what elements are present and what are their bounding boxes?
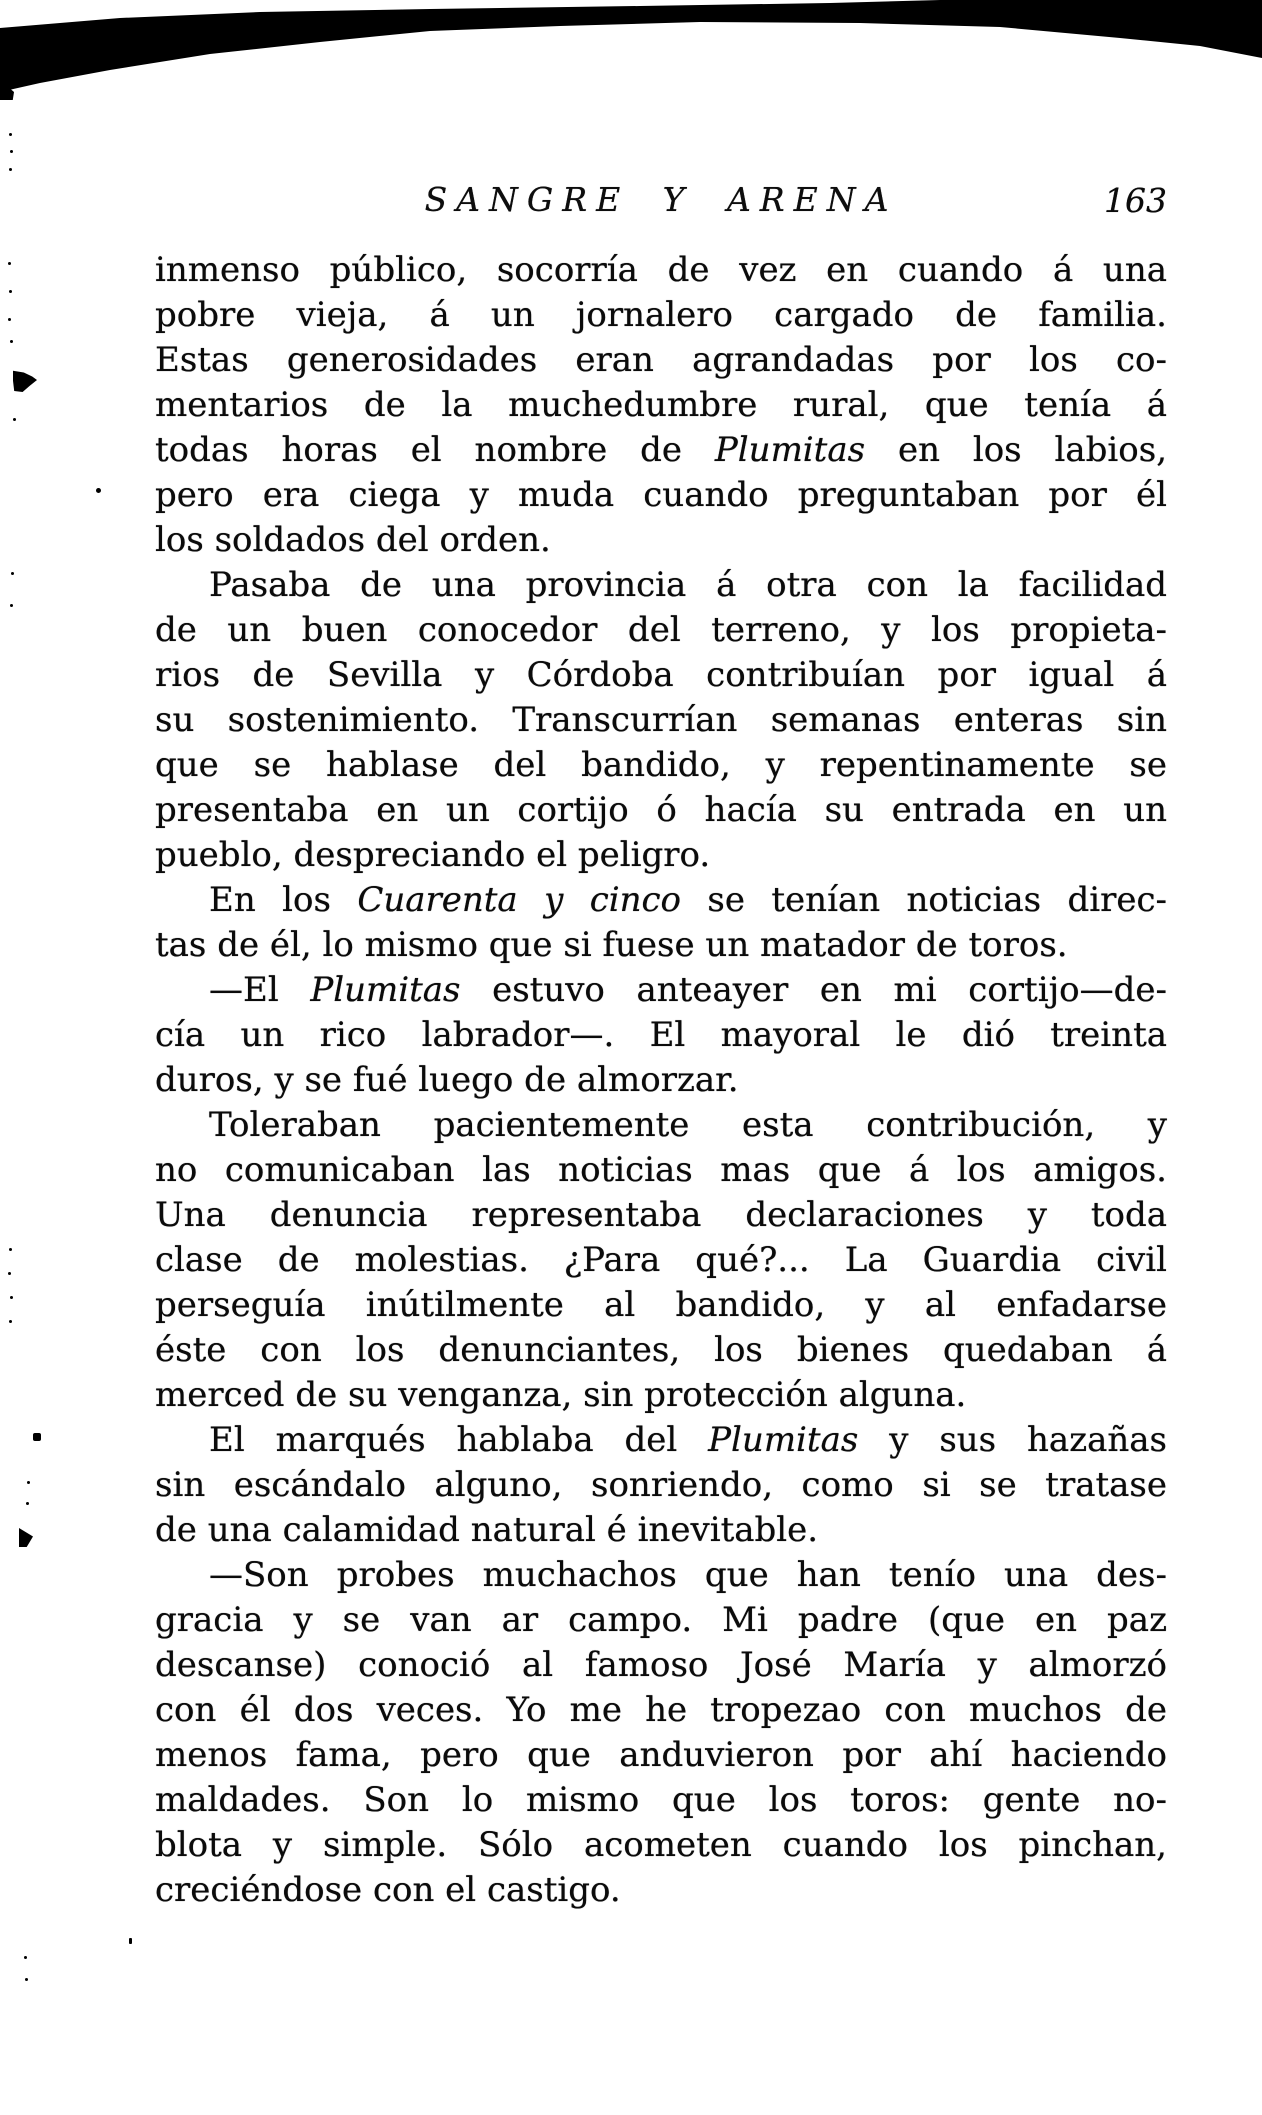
text-line bbox=[155, 1868, 1167, 1913]
text-line bbox=[155, 563, 1167, 608]
text-segment: clase de molestias. ¿Para qué?... La Guardia civil bbox=[155, 1240, 1167, 1280]
text-line bbox=[155, 518, 1167, 563]
text-segment: menos fama, pero que anduvieron por ahí haciendo bbox=[155, 1735, 1167, 1775]
running-header bbox=[155, 180, 1167, 228]
text-segment: con él dos veces. Yo me he tropezao con muchos de bbox=[155, 1690, 1167, 1730]
text-segment: su sostenimiento. Transcurrían semanas enteras sin bbox=[155, 700, 1167, 740]
text-segment: tas de él, lo mismo que si fuese un matador de toros. bbox=[155, 925, 1068, 965]
text-line bbox=[155, 1733, 1167, 1778]
text-line bbox=[155, 248, 1167, 293]
scan-speck bbox=[9, 290, 12, 293]
text-line bbox=[155, 1598, 1167, 1643]
text-segment: en los labios, bbox=[865, 430, 1167, 470]
scan-speck bbox=[25, 1978, 28, 1981]
text-line bbox=[155, 1283, 1167, 1328]
text-line bbox=[155, 833, 1167, 878]
text-line bbox=[155, 1688, 1167, 1733]
text-segment: los soldados del orden. bbox=[155, 520, 551, 560]
text-line bbox=[155, 338, 1167, 383]
page-title: SANGRE Y ARENA bbox=[424, 180, 898, 219]
scan-speck bbox=[8, 318, 11, 321]
text-line bbox=[155, 1013, 1167, 1058]
text-line bbox=[155, 1058, 1167, 1103]
text-line bbox=[155, 968, 1167, 1013]
text-line bbox=[155, 743, 1167, 788]
text-line bbox=[155, 293, 1167, 338]
text-line bbox=[155, 1373, 1167, 1418]
text-segment: descanse) conoció al famoso José María y almorzó bbox=[155, 1645, 1167, 1685]
text-segment: —Son probes muchachos que han tenío una des- bbox=[209, 1555, 1167, 1595]
text-segment: pueblo, despreciando el peligro. bbox=[155, 835, 711, 875]
text-segment: blota y simple. Sólo acometen cuando los pinchan, bbox=[155, 1825, 1167, 1865]
text-segment: inmenso público, socorría de vez en cuando á una bbox=[155, 250, 1167, 290]
text-segment: de una calamidad natural é inevitable. bbox=[155, 1510, 819, 1550]
italic-text-segment: Cuarenta y cinco bbox=[357, 880, 682, 920]
scan-speck bbox=[26, 1502, 29, 1505]
text-line bbox=[155, 878, 1167, 923]
text-line bbox=[155, 698, 1167, 743]
text-segment: estuvo anteayer en mi cortijo—de- bbox=[460, 970, 1167, 1010]
text-segment: pero era ciega y muda cuando preguntaban por él bbox=[155, 475, 1167, 515]
text-segment: Pasaba de una provincia á otra con la facilidad bbox=[209, 565, 1167, 605]
text-segment: pobre vieja, á un jornalero cargado de familia. bbox=[155, 295, 1167, 335]
text-line bbox=[155, 1463, 1167, 1508]
text-segment: no comunicaban las noticias mas que á los amigos. bbox=[155, 1150, 1167, 1190]
text-line bbox=[155, 1238, 1167, 1283]
text-segment: rios de Sevilla y Córdoba contribuían por igual á bbox=[155, 655, 1167, 695]
text-segment: cía un rico labrador—. El mayoral le dió treinta bbox=[155, 1015, 1167, 1055]
scan-speck bbox=[10, 1296, 13, 1299]
text-segment: perseguía inútilmente al bandido, y al enfadarse bbox=[155, 1285, 1167, 1325]
scan-speck bbox=[13, 418, 16, 421]
text-line bbox=[155, 1553, 1167, 1598]
scan-speck bbox=[9, 168, 12, 171]
text-segment: Toleraban pacientemente esta contribución, y bbox=[209, 1105, 1167, 1145]
page-number: 163 bbox=[1104, 181, 1167, 220]
text-line bbox=[155, 1193, 1167, 1238]
text-segment: todas horas el nombre de bbox=[155, 430, 715, 470]
text-line bbox=[155, 1778, 1167, 1823]
text-segment: Estas generosidades eran agrandadas por los co- bbox=[155, 340, 1167, 380]
italic-text-segment: Plumitas bbox=[714, 430, 866, 470]
text-line bbox=[155, 608, 1167, 653]
scan-speck bbox=[10, 340, 13, 343]
text-segment: merced de su venganza, sin protección alguna. bbox=[155, 1375, 967, 1415]
italic-text-segment: Plumitas bbox=[310, 970, 461, 1010]
text-line bbox=[155, 653, 1167, 698]
text-segment: mentarios de la muchedumbre rural, que tenía á bbox=[155, 385, 1167, 425]
scan-speck bbox=[9, 1248, 12, 1251]
text-line bbox=[155, 1103, 1167, 1148]
text-segment: duros, y se fué luego de almorzar. bbox=[155, 1060, 739, 1100]
scan-speck bbox=[10, 604, 13, 607]
text-line bbox=[155, 1328, 1167, 1373]
text-segment: de un buen conocedor del terreno, y los propieta- bbox=[155, 610, 1167, 650]
text-line bbox=[155, 1508, 1167, 1553]
text-line bbox=[155, 1823, 1167, 1868]
text-line bbox=[155, 923, 1167, 968]
scan-speck bbox=[8, 1272, 11, 1275]
scan-artifact-dot bbox=[33, 1433, 41, 1441]
scan-speck bbox=[24, 1956, 27, 1959]
scan-speck bbox=[8, 262, 11, 265]
text-segment: maldades. Son lo mismo que los toros: gente no- bbox=[155, 1780, 1167, 1820]
scan-artifact-triangle bbox=[19, 1528, 33, 1547]
text-line bbox=[155, 1418, 1167, 1463]
text-line bbox=[155, 788, 1167, 833]
text-segment: gracia y se van ar campo. Mi padre (que en paz bbox=[155, 1600, 1167, 1640]
text-segment: presentaba en un cortijo ó hacía su entrada en un bbox=[155, 790, 1167, 830]
text-segment: creciéndose con el castigo. bbox=[155, 1870, 621, 1910]
text-segment: y sus hazañas bbox=[858, 1420, 1167, 1460]
text-line bbox=[155, 428, 1167, 473]
text-line bbox=[155, 383, 1167, 428]
text-segment: que se hablase del bandido, y repentinamente se bbox=[155, 745, 1167, 785]
scan-speck bbox=[27, 1481, 30, 1484]
scan-edge-band bbox=[0, 0, 1262, 100]
text-segment: éste con los denunciantes, los bienes quedaban á bbox=[155, 1330, 1167, 1370]
scan-speck bbox=[10, 150, 13, 153]
text-line bbox=[155, 473, 1167, 518]
scan-speck bbox=[9, 1320, 12, 1323]
text-segment: —El bbox=[209, 970, 311, 1010]
text-line bbox=[155, 1643, 1167, 1688]
text-segment: Una denuncia representaba declaraciones y toda bbox=[155, 1195, 1167, 1235]
scan-speck bbox=[129, 1938, 132, 1944]
text-segment: En los bbox=[209, 880, 358, 920]
text-segment: se tenían noticias direc- bbox=[681, 880, 1167, 920]
scan-speck bbox=[11, 572, 14, 575]
text-segment: sin escándalo alguno, sonriendo, como si se tratase bbox=[155, 1465, 1167, 1505]
text-line bbox=[155, 1148, 1167, 1193]
scan-artifact-dot bbox=[96, 488, 101, 493]
italic-text-segment: Plumitas bbox=[708, 1420, 859, 1460]
scan-speck bbox=[9, 133, 12, 136]
scan-artifact-blob bbox=[13, 367, 37, 392]
page-text bbox=[155, 248, 1167, 1913]
text-segment: El marqués hablaba del bbox=[209, 1420, 709, 1460]
